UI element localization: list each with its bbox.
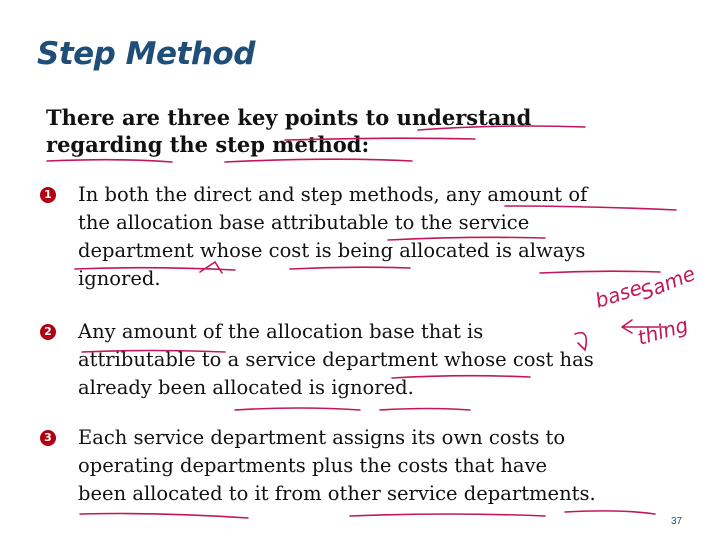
ink-underline <box>47 160 172 162</box>
bullet-2-icon: 2 <box>40 324 56 340</box>
ink-underline <box>565 511 655 514</box>
intro-text <box>46 104 646 158</box>
page-number: 37 <box>671 516 683 527</box>
key-point-1 <box>40 181 680 293</box>
ink-underline <box>225 159 412 162</box>
ink-note-base: base <box>592 275 645 313</box>
key-point-text: Each service department assigns its own costs to operating departments plus the costs that have been allocated to it from other service departments. <box>78 426 596 505</box>
key-point-2 <box>40 318 680 402</box>
intro-text-content: There are three key points to understand regarding the step method: <box>46 105 532 157</box>
ink-underline <box>350 514 545 516</box>
bullet-1-icon: 1 <box>40 187 56 203</box>
slide-title: Step Method <box>37 36 255 72</box>
ink-note-thing: thing <box>634 312 691 350</box>
ink-underline <box>80 514 248 519</box>
key-point-text: In both the direct and step methods, any amount of the allocation base attributable to the service department whose cost is being allocated is always ignored. <box>78 183 588 290</box>
bullet-3-icon: 3 <box>40 430 56 446</box>
key-point-text: Any amount of the allocation base that is attributable to a service department whose cost has already been allocated is ignored. <box>78 320 594 399</box>
key-point-3 <box>40 424 680 508</box>
ink-underline <box>235 408 360 410</box>
ink-note-same: Same <box>636 261 699 305</box>
ink-underline <box>380 409 470 411</box>
